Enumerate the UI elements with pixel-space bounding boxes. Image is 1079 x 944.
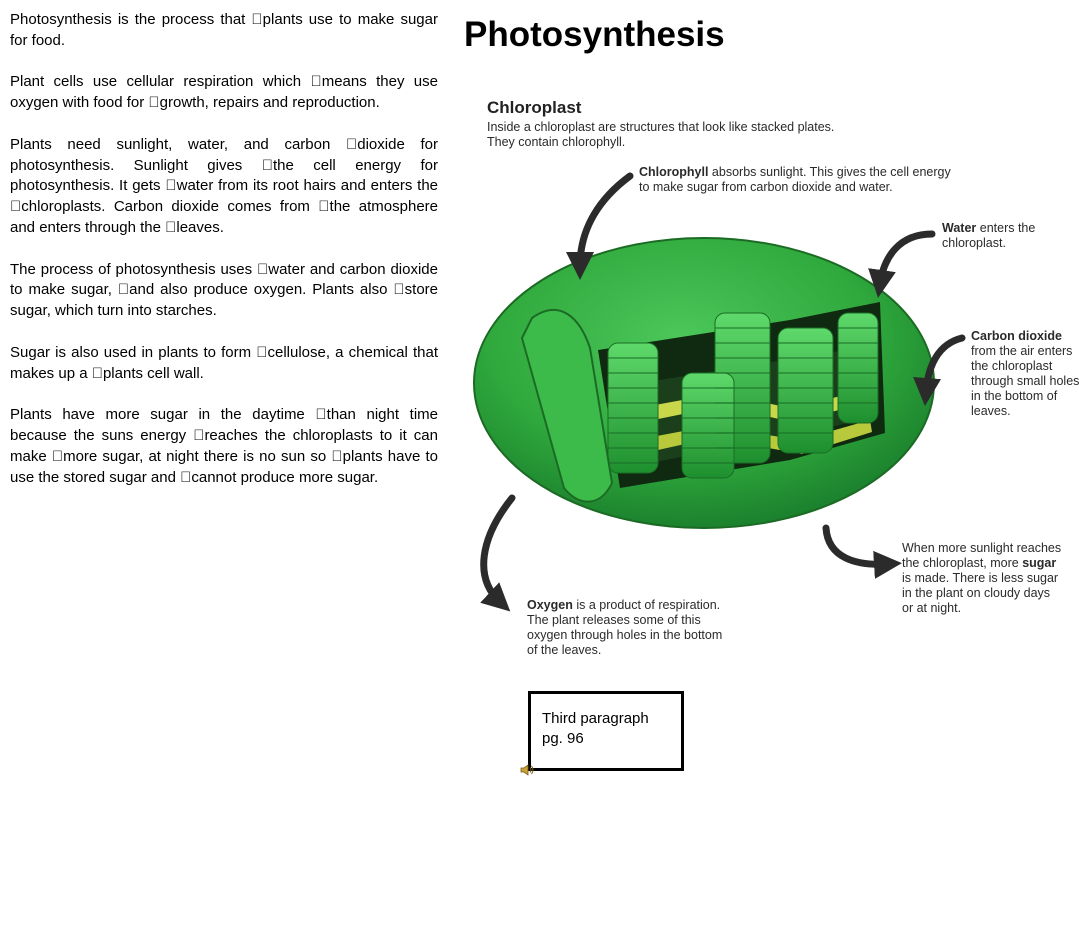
chlorophyll-label: Chlorophyll absorbs sunlight. This gives the cell energy to make sugar from carbon dioxide and water. <box>639 165 951 194</box>
oxygen-label: Oxygen is a product of respiration. The plant releases some of this oxygen through holes in the bottom of the leaves. <box>527 598 723 657</box>
paragraph-1: Photosynthesis is the process that plants use to make sugar for food. <box>10 11 438 49</box>
note-line-1: Third paragraph <box>542 710 649 727</box>
water-arrow <box>880 234 932 284</box>
speaker-icon[interactable] <box>519 762 535 778</box>
body-text <box>10 10 438 509</box>
paragraph-6: Plants have more sugar in the daytime than night time because the suns energy reaches the chloroplasts to it can make more sugar, at night there is no sun so plants have to use the stored sugar and cannot produce more sugar. <box>10 406 438 486</box>
slide-title: Photosynthesis <box>464 15 725 54</box>
chloroplast-title: Chloroplast <box>487 98 582 117</box>
paragraph-4: The process of photosynthesis uses water and carbon dioxide to make sugar, and also produce oxygen. Plants also store sugar, which turn into starches. <box>10 260 438 320</box>
water-label: Water enters the chloroplast. <box>942 221 1036 250</box>
paragraph-3: Plants need sunlight, water, and carbon dioxide for photosynthesis. Sunlight gives the cell energy for photosynthesis. It gets water from its root hairs and enters the chloroplasts. Carbon dioxide comes from the atmosphere and enters through the leaves. <box>10 135 438 236</box>
carbon-dioxide-label: Carbon dioxide from the air enters the chloroplast through small holes in the bottom of leaves. <box>971 329 1079 418</box>
sugar-label: When more sunlight reaches the chloroplast, more sugar is made. There is less sugar in the plant on cloudy days or at night. <box>902 541 1062 615</box>
chloroplast-diagram <box>460 88 1079 668</box>
paragraph-5: Sugar is also used in plants to form cellulose, a chemical that makes up a plants cell wall. <box>10 343 438 382</box>
chloroplast-intro: Inside a chloroplast are structures that look like stacked plates. They contain chlorophyll. <box>487 120 835 149</box>
note-line-2: pg. 96 <box>542 730 584 747</box>
paragraph-2: Plant cells use cellular respiration which means they use oxygen with food for growth, repairs and reproduction. <box>10 73 438 112</box>
note-box <box>528 691 684 771</box>
sugar-arrow <box>826 528 888 564</box>
oxygen-arrow <box>484 498 512 602</box>
